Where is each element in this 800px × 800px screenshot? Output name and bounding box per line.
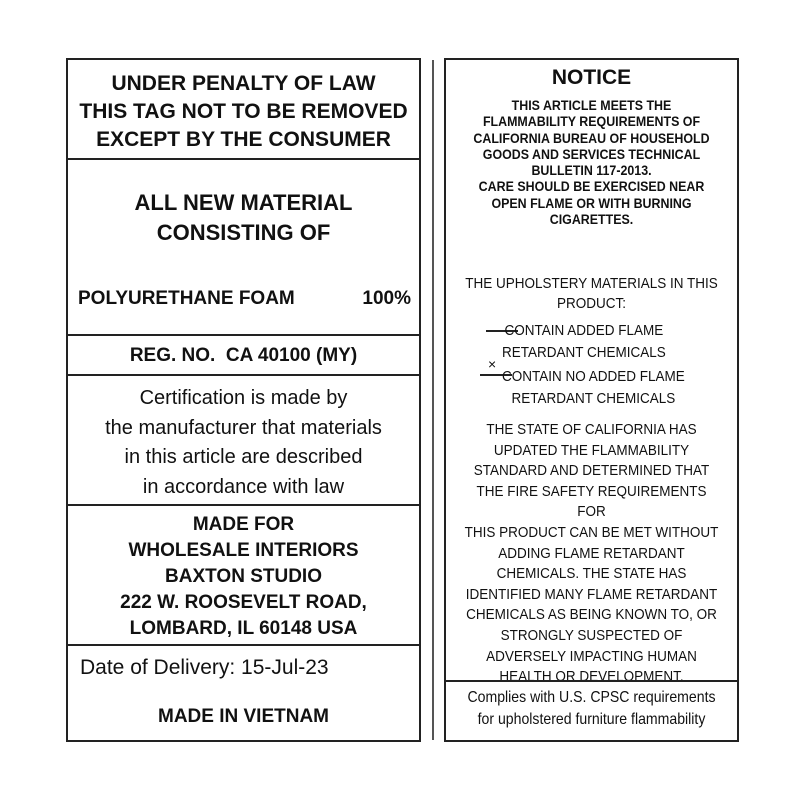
made-for-line: 222 W. ROOSEVELT ROAD,	[120, 592, 367, 613]
material-heading	[68, 188, 419, 248]
notice-line: CALIFORNIA BUREAU OF HOUSEHOLD	[473, 130, 710, 146]
state-line: CHEMICALS AS BEING KNOWN TO, OR	[466, 606, 717, 624]
registration-number: REG. NO. CA 40100 (MY)	[68, 334, 419, 374]
material-name: POLYURETHANE FOAM	[78, 288, 295, 309]
notice-line: CIGARETTES.	[549, 212, 634, 228]
option-added-flame-retardant	[502, 320, 666, 364]
upholstery-intro	[461, 274, 723, 314]
tag-divider	[432, 60, 434, 740]
made-for-line: MADE FOR	[192, 514, 295, 535]
state-line: IDENTIFIED MANY FLAME RETARDANT	[465, 585, 718, 603]
material-section	[68, 158, 419, 334]
option-line: RETARDANT CHEMICALS	[511, 390, 676, 407]
option-line: RETARDANT CHEMICALS	[502, 344, 666, 361]
material-percent: 100%	[362, 288, 411, 309]
state-statement	[461, 420, 723, 688]
state-line: UPDATED THE FLAMMABILITY	[493, 441, 690, 459]
certification-line: Certification is made by	[139, 387, 348, 409]
made-for-line: WHOLESALE INTERIORS	[128, 540, 359, 561]
notice-line: BULLETIN 117-2013.	[531, 163, 652, 179]
option-no-added-flame-retardant	[502, 366, 685, 410]
state-line: THE STATE OF CALIFORNIA HAS	[486, 421, 697, 438]
notice-line: GOODS AND SERVICES TECHNICAL	[482, 146, 701, 162]
made-for-line: BAXTON STUDIO	[165, 566, 322, 587]
made-for-section	[68, 504, 419, 644]
state-line: ADDING FLAME RETARDANT	[498, 544, 685, 562]
certification-line: in accordance with law	[142, 475, 345, 498]
delivery-section	[68, 644, 419, 742]
law-label-tag	[66, 58, 421, 742]
notice-tag	[444, 58, 739, 742]
upholstery-intro-line: THE UPHOLSTERY MATERIALS IN THIS	[465, 275, 718, 292]
notice-body	[458, 98, 726, 228]
certification-line: the manufacturer that materials	[105, 416, 382, 439]
delivery-date: Date of Delivery: 15-Jul-23	[80, 656, 329, 679]
certification-line: in this article are described	[124, 446, 363, 468]
notice-section	[446, 60, 737, 686]
made-for-line: LOMBARD, IL 60148 USA	[129, 618, 358, 639]
law-notice-line: UNDER PENALTY OF LAW	[111, 72, 376, 95]
state-line: STRONGLY SUSPECTED OF	[500, 626, 683, 644]
material-row	[78, 288, 411, 310]
notice-line: CARE SHOULD BE EXERCISED NEAR	[478, 179, 705, 195]
state-line: THIS PRODUCT CAN BE MET WITHOUT	[464, 523, 719, 541]
notice-line: THIS ARTICLE MEETS THE	[511, 98, 672, 113]
cpsc-line: for upholstered furniture flammability	[477, 711, 706, 728]
state-line: HEALTH OR DEVELOPMENT.	[499, 668, 684, 686]
upholstery-intro-line: PRODUCT:	[556, 295, 626, 312]
notice-line: OPEN FLAME OR WITH BURNING	[491, 195, 692, 211]
checkmark-x-icon: ×	[488, 356, 497, 372]
state-line: ADVERSELY IMPACTING HUMAN	[486, 647, 697, 665]
material-heading-line: ALL NEW MATERIAL	[134, 190, 353, 215]
notice-line: FLAMMABILITY REQUIREMENTS OF	[482, 114, 701, 130]
option-line: CONTAIN NO ADDED FLAME	[502, 368, 685, 385]
notice-title: NOTICE	[551, 66, 632, 89]
option-line: CONTAIN ADDED FLAME	[504, 322, 664, 339]
cpsc-compliance	[446, 680, 737, 742]
state-line: THE FIRE SAFETY REQUIREMENTS FOR	[476, 482, 707, 521]
law-notice-section	[68, 60, 419, 158]
cpsc-line: Complies with U.S. CPSC requirements	[467, 689, 716, 706]
law-notice-line: THIS TAG NOT TO BE REMOVED	[79, 100, 408, 123]
law-notice-line: EXCEPT BY THE CONSUMER	[96, 128, 391, 151]
state-line: CHEMICALS. THE STATE HAS	[496, 565, 687, 583]
country-of-origin: MADE IN VIETNAM	[158, 706, 329, 727]
state-line: STANDARD AND DETERMINED THAT	[473, 462, 710, 480]
certification-section	[68, 374, 419, 504]
material-heading-line: CONSISTING OF	[156, 220, 331, 245]
